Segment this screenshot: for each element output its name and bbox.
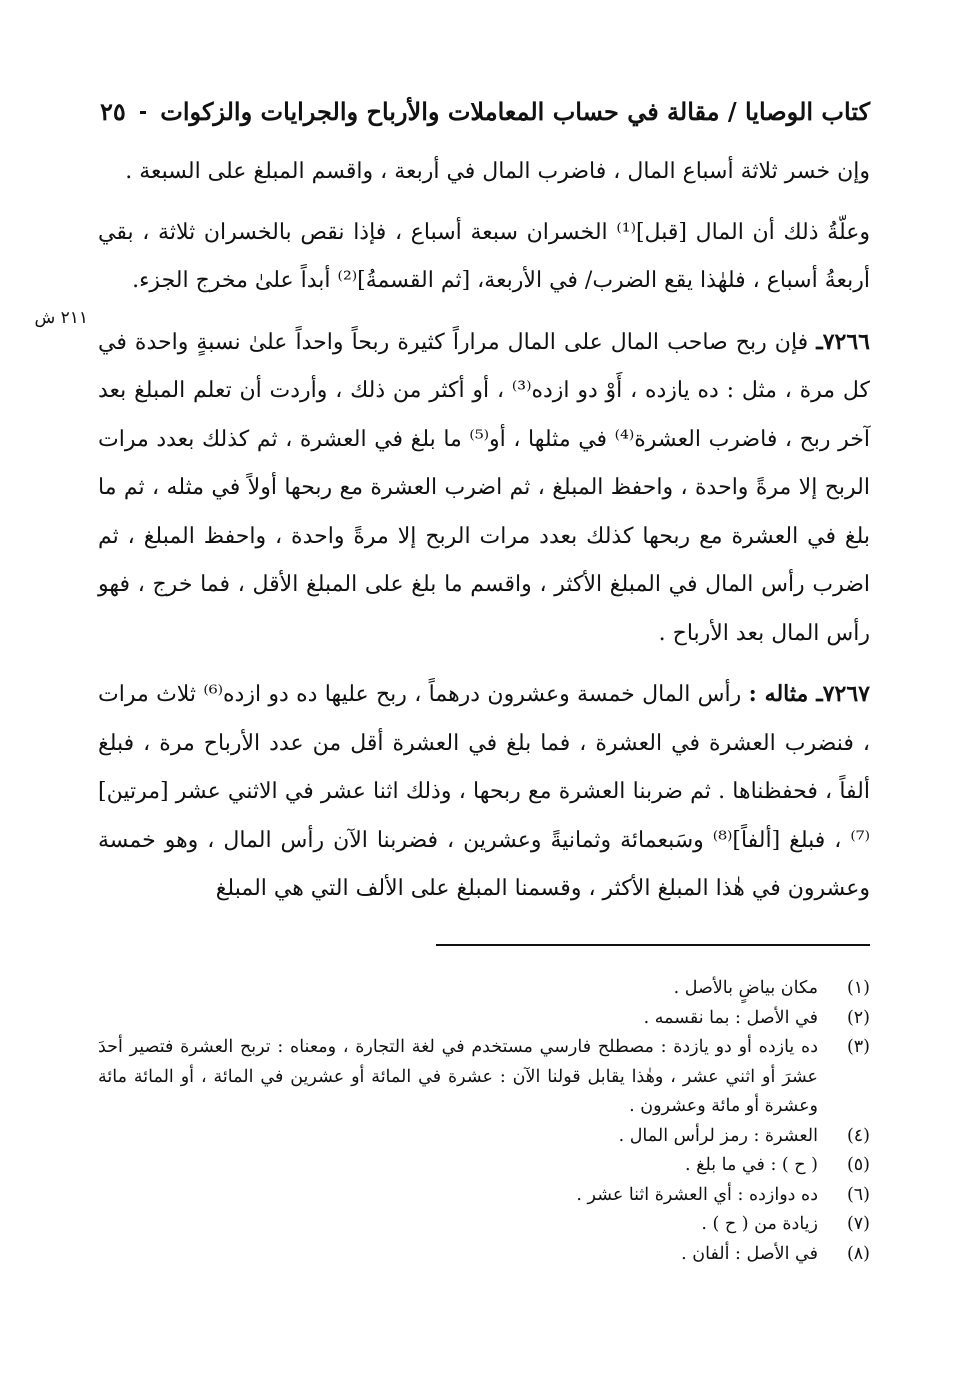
paragraph <box>98 318 870 659</box>
footnote-text: ( ح ) : في ما بلغ . <box>685 1155 818 1175</box>
footnote <box>98 1122 870 1152</box>
paragraph <box>98 148 870 197</box>
paragraph-text: وعلّةُ ذلك أن المال [قبل]⁽¹⁾ الخسران سبعة أسباع ، فإذا نقص بالخسران ثلاثة ، بقي أربعةُ أسباع ، فلهٰذا يقع الضرب/ في الأربعة، [ثم القسمةُ]⁽²⁾ أبداً علىٰ مخرج الجزء. <box>98 219 870 293</box>
footnote <box>98 1181 870 1211</box>
footnote <box>98 1151 870 1181</box>
paragraph-number: ٧٢٦٧ـ مثاله : <box>748 681 870 707</box>
footnote-number: (٧) <box>846 1214 870 1234</box>
footnote-text: ده دوازده : أي العشرة اثنا عشر . <box>576 1184 818 1205</box>
margin-folio-note: ٢١١ ش <box>34 308 88 328</box>
paragraph-text: رأس المال خمسة وعشرون درهماً ، ربح عليها ده دو ازده⁽⁶⁾ ثلاث مرات ، فنضرب العشرة في العشرة ، فما بلغ في العشرة أقل من عدد الأرباح مرة ، فبلغ ألفاً ، فحفظناها . ثم ضربنا العشرة مع ربحها ، وذلك اثنا عشر في الاثني عشر [مرتين]⁽⁷⁾ ، فبلغ [ألفاً]⁽⁸⁾ وسَبعمائة وثمانيةً وعشرين ، فضربنا الآن رأس المال ، وهو خمسة وعشرون في هٰذا المبلغ الأكثر ، وقسمنا المبلغ على الألف التي هي المبلغ <box>98 682 870 901</box>
running-header <box>100 92 870 132</box>
footnote-text: زيادة من ( ح ) . <box>701 1214 818 1234</box>
footnote <box>98 1240 870 1270</box>
footnote <box>98 1004 870 1034</box>
footnote-number: (٤) <box>846 1125 870 1146</box>
footnote-text: العشرة : رمز لرأس المال . <box>618 1125 818 1146</box>
footnote-text: ده يازده أو دو يازدة : مصطلح فارسي مستخدم في لغة التجارة ، ومعناه : تربح العشرة فتصير أحدَ عشرَ أو اثني عشر ، وهٰذا يقابل قولنا الآن : عشرة في المائة أو عشرين في المائة ، أو المائة مائة وعشرة أو مائة وعشرون . <box>98 1037 818 1116</box>
paragraph <box>98 670 870 914</box>
footnote-number: (٦) <box>846 1184 870 1205</box>
main-text <box>98 148 870 914</box>
paragraph-text: فإن ربح صاحب المال على المال مراراً كثيرة ربحاً واحداً علىٰ نسبةٍ واحدة في كل مرة ، مثل : ده يازده ، أَوْ دو ازده⁽³⁾ ، أو أكثر من ذلك ، وأردت أن تعلم المبلغ بعد آخر ربح ، فاضرب العشرة⁽⁴⁾ في مثلها ، أو⁽⁵⁾ ما بلغ في العشرة ، ثم كذلك بعدد مرات الربح إلا مرةً واحدة ، واحفظ المبلغ ، ثم اضرب العشرة مع ربحها أولاً في مثله ، ثم ما بلغ في العشرة مع ربحها كذلك بعدد مرات الربح إلا مرةً واحدة ، واحفظ المبلغ ، ثم اضرب رأس المال في المبلغ الأكثر ، واقسم ما بلغ على المبلغ الأقل ، فما خرج ، فهو رأس المال بعد الأرباح . <box>98 329 870 646</box>
footnote-text: في الأصل : بما نقسمه . <box>643 1007 818 1028</box>
footnote-number: (٣) <box>846 1037 870 1057</box>
paragraph <box>98 209 870 306</box>
header-title: كتاب الوصايا / مقالة في حساب المعاملات والأرباح والجرايات والزكوات <box>160 97 870 126</box>
footnote-number: (١) <box>846 978 870 998</box>
paragraph-text: وإن خسر ثلاثة أسباع المال ، فاضرب المال في أربعة ، واقسم المبلغ على السبعة . <box>125 159 870 184</box>
footnote <box>98 1033 870 1122</box>
footnote-text: في الأصل : ألفان . <box>681 1243 818 1264</box>
footnote-text: مكان بياضٍ بالأصل . <box>673 978 818 998</box>
footnote <box>98 1210 870 1240</box>
footnotes <box>98 974 870 1269</box>
footnote-number: (٨) <box>846 1243 870 1264</box>
header-dash <box>140 111 147 114</box>
footnote <box>98 974 870 1004</box>
footnote-separator <box>436 944 870 946</box>
footnote-number: (٥) <box>846 1155 870 1175</box>
footnote-number: (٢) <box>846 1007 870 1028</box>
paragraph-number: ٧٢٦٦ـ <box>816 328 870 355</box>
page-number: ٢٥ <box>100 97 126 126</box>
